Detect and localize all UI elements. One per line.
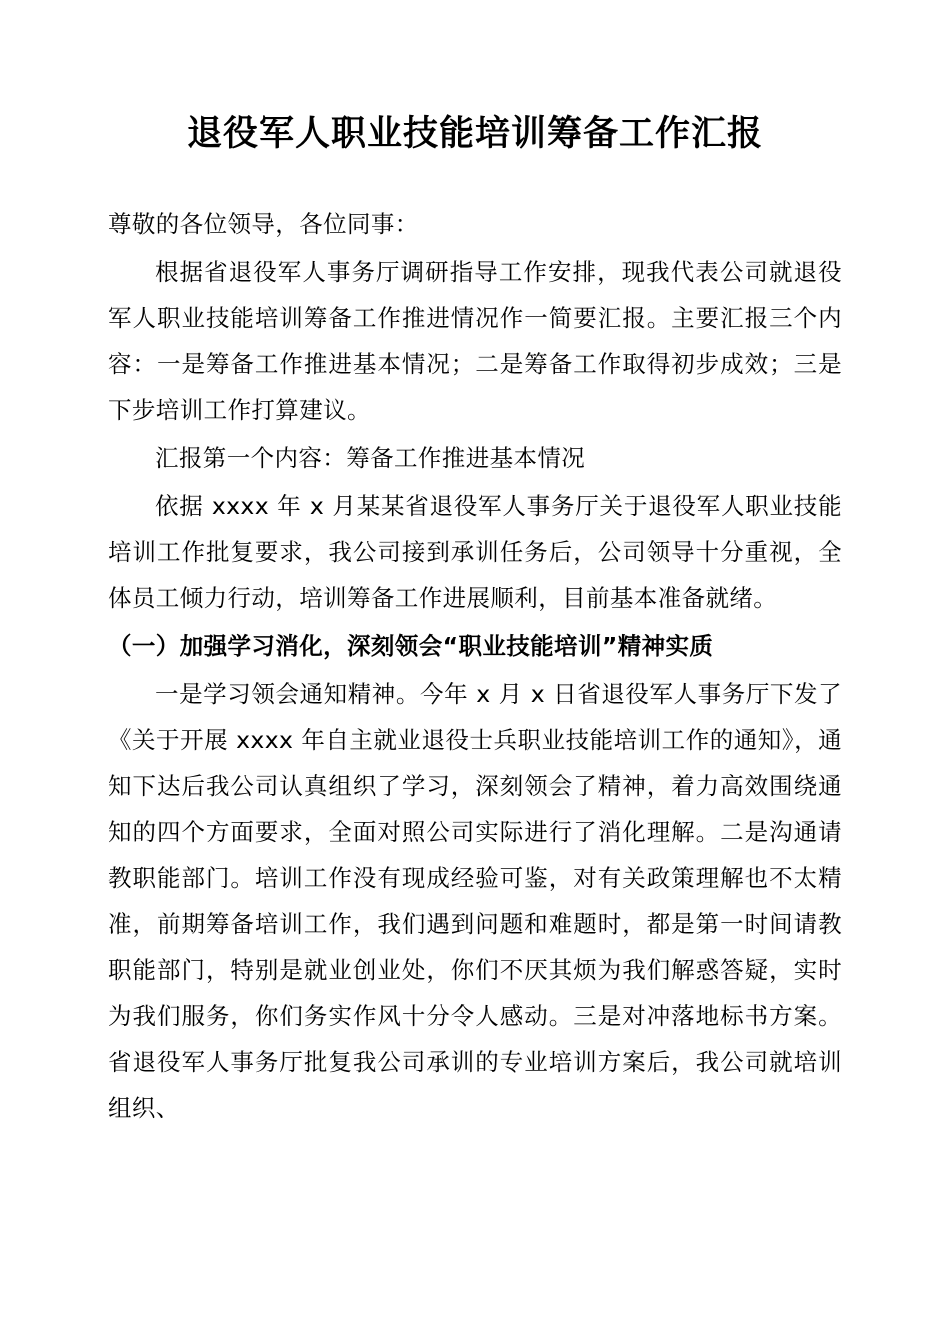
paragraph-salutation: 尊敬的各位领导，各位同事：	[108, 210, 419, 238]
paragraph-section-one-body: 依据 xxxx 年 x 月某某省退役军人事务厅关于退役军人职业技能培训工作批复要求，我公司接到承训任务后，公司领导十分重视，全体员工倾力行动，培训筹备工作进展顺利，目前基本准备就绪。	[108, 492, 842, 612]
page-title: 退役军人职业技能培训筹备工作汇报	[186, 114, 763, 154]
paragraph-section-one-heading: 汇报第一个内容：筹备工作推进基本情况	[155, 444, 586, 472]
paragraph-subsection-one-body: 一是学习领会通知精神。今年 x 月 x 日省退役军人事务厅下发了《关于开展 xxxx 年自主就业退役士兵职业技能培训工作的通知》，通知下达后我公司认真组织了学习，深刻领会了精神，着力高效围绕通知的四个方面要求，全面对照公司实际进行了消化理解。二是沟通请教职能部门。培训工作没有现成经验可鉴，对有关政策理解也不太精准，前期筹备培训工作，我们遇到问题和难题时，都是第一时间请教职能部门，特别是就业创业处，你们不厌其烦为我们解惑答疑，实时为我们服务，你们务实作风十分令人感动。三是对冲落地标书方案。省退役军人事务厅批复我公司承训的专业培训方案后，我公司就培训组织、	[108, 680, 842, 1122]
paragraph-subsection-one-heading: （一）加强学习消化，深刻领会“职业技能培训”精神实质	[108, 632, 714, 660]
paragraph-opening: 根据省退役军人事务厅调研指导工作安排，现我代表公司就退役军人职业技能培训筹备工作推进情况作一简要汇报。主要汇报三个内容：一是筹备工作推进基本情况；二是筹备工作取得初步成效；三是下步培训工作打算建议。	[108, 258, 842, 424]
